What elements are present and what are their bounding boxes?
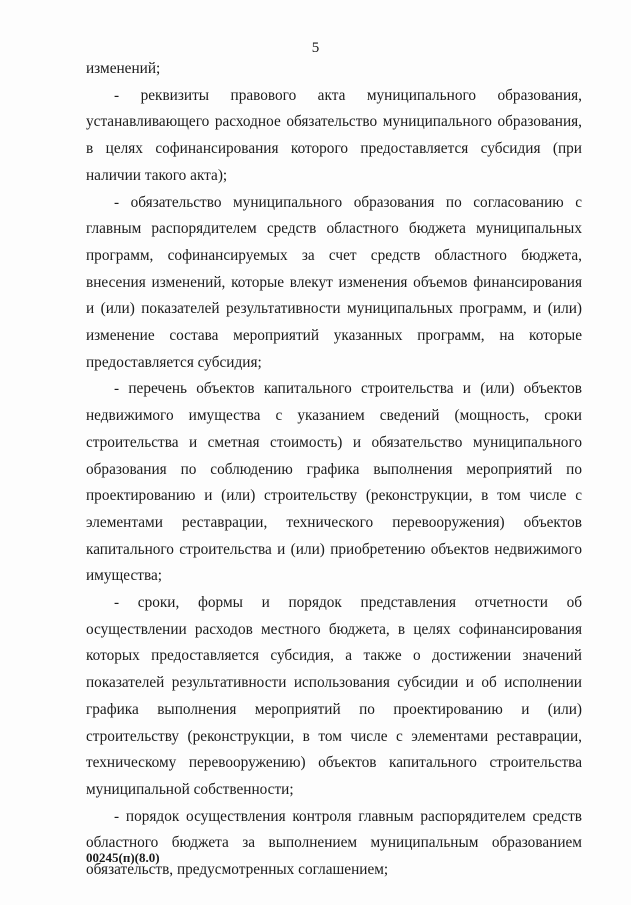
page-number: 5	[311, 40, 320, 56]
paragraph-control-procedure: - порядок осуществления контроля главным распорядителем средств областного бюджета за выполнением муниципальным образованием обязательств, предусмотренных соглашением;	[86, 807, 582, 879]
paragraph-requisites: - реквизиты правового акта муниципального образования, устанавливающего расходное обязательство муниципального образования, в целях софинансирования которого предоставляется субсидия (при наличии такого акта);	[86, 86, 582, 184]
paragraph-reporting-terms: - сроки, формы и порядок представления отчетности об осуществлении расходов местного бюджета, в целях софинансирования которых предоставляется субсидия, а также о достижении значений показателей результативности использования субсидии и об исполнении графика выполнения мероприятий по проектированию и (или) строительству (реконструкции, в том числе с элементами реставрации, техническому перевооружению) объектов капитального строительства муниципальной собственности;	[86, 594, 582, 798]
document-code: 00245(п)(8.0)	[86, 850, 160, 865]
document-body	[86, 56, 582, 884]
paragraph-construction-objects: - перечень объектов капитального строительства и (или) объектов недвижимого имущества с указанием сведений (мощность, сроки строительства и сметная стоимость) и обязательство муниципального образования по соблюдению графика выполнения мероприятий по проектированию и (или) строительству (реконструкции, в том числе с элементами реставрации, технического перевооружения) объектов капитального строительства и (или) приобретению объектов недвижимого имущества;	[86, 380, 582, 585]
paragraph-obligation-agreement: - обязательство муниципального образования по согласованию с главным распорядителем средств областного бюджета муниципальных программ, софинансируемых за счет средств областного бюджета, внесения изменений, которые влекут изменения объемов финансирования и (или) показателей результативности муниципальных программ, и (или) изменение состава мероприятий указанных программ, на которые предоставляется субсидия;	[86, 193, 582, 371]
paragraph-continuation: изменений;	[86, 60, 161, 77]
